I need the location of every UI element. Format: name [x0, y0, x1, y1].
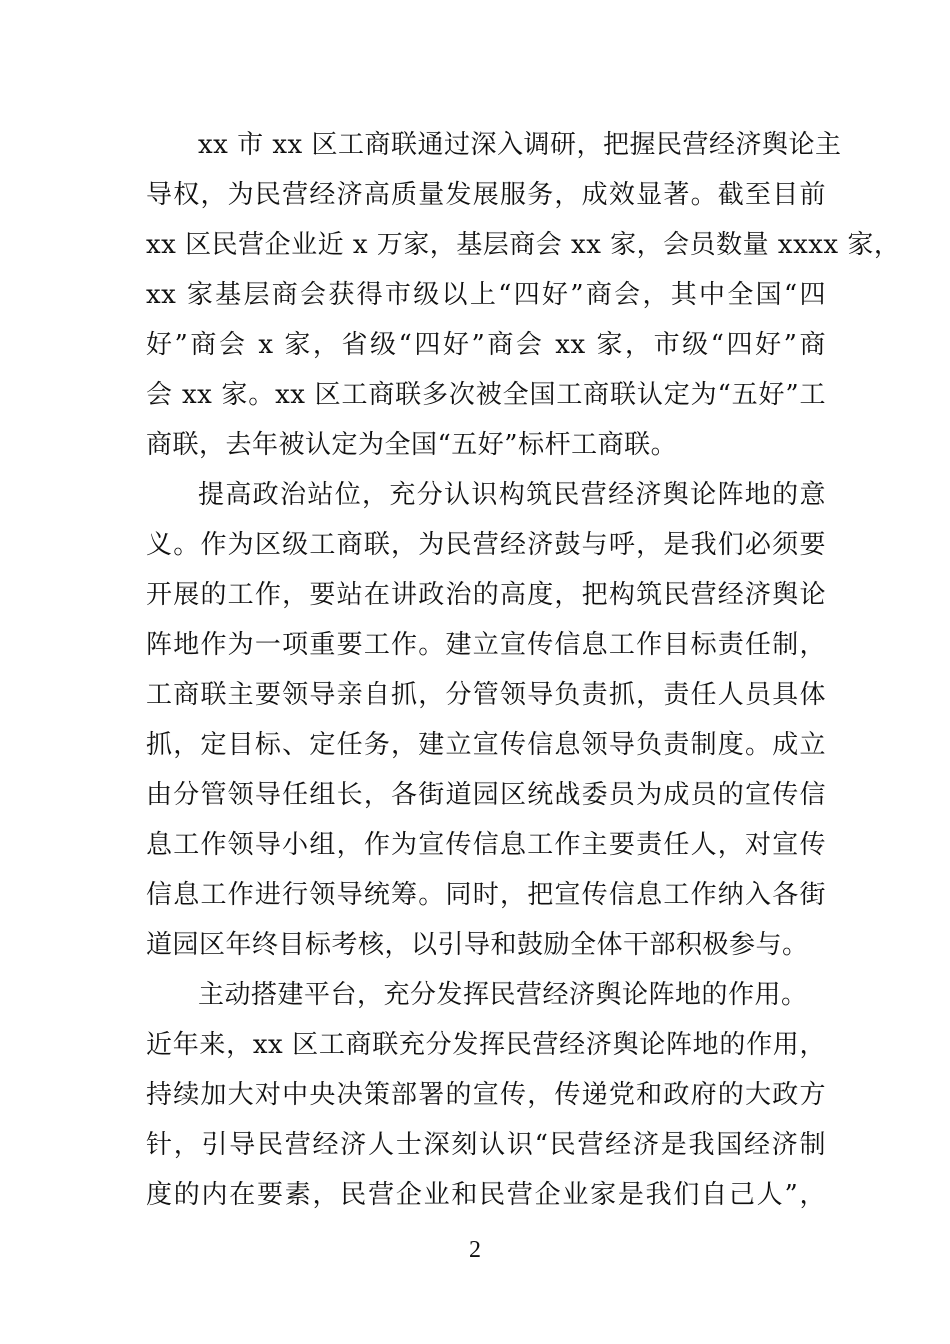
paragraph-line: 会 xx 家。xx 区工商联多次被全国工商联认定为“五好”工 [146, 380, 826, 410]
paragraph-line: 主动搭建平台，充分发挥民营经济舆论阵地的作用。 [198, 980, 808, 1010]
paragraph-line: 义。作为区级工商联，为民营经济鼓与呼，是我们必须要 [146, 530, 826, 560]
paragraph-line: 针，引导民营经济人士深刻认识“民营经济是我国经济制 [146, 1130, 826, 1160]
paragraph-line: 商联，去年被认定为全国“五好”标杆工商联。 [146, 430, 678, 460]
paragraph-line: 息工作领导小组，作为宣传信息工作主要责任人，对宣传 [146, 830, 826, 860]
paragraph-line: 导权，为民营经济高质量发展服务，成效显著。截至目前 [146, 180, 826, 210]
paragraph-line: 好”商会 x 家，省级“四好”商会 xx 家，市级“四好”商 [146, 330, 826, 360]
paragraph-line: 由分管领导任组长，各街道园区统战委员为成员的宣传信 [146, 780, 826, 810]
paragraph-line: 抓，定目标、定任务，建立宣传信息领导负责制度。成立 [146, 730, 826, 760]
paragraph-line: 持续加大对中央决策部署的宣传，传递党和政府的大政方 [146, 1080, 826, 1110]
paragraph-line: 道园区年终目标考核，以引导和鼓励全体干部积极参与。 [146, 930, 809, 960]
paragraph-line: xx 市 xx 区工商联通过深入调研，把握民营经济舆论主 [198, 130, 842, 160]
paragraph-line: 工商联主要领导亲自抓，分管领导负责抓，责任人员具体 [146, 680, 826, 710]
paragraph-line: 阵地作为一项重要工作。建立宣传信息工作目标责任制， [146, 630, 826, 660]
paragraph-line: 信息工作进行领导统筹。同时，把宣传信息工作纳入各街 [146, 880, 826, 910]
page-number: 2 [469, 1237, 481, 1263]
paragraph-line: 提高政治站位，充分认识构筑民营经济舆论阵地的意 [198, 480, 826, 510]
paragraph-line: xx 区民营企业近 x 万家，基层商会 xx 家，会员数量 xxxx 家， [146, 230, 901, 260]
paragraph-line: 度的内在要素，民营企业和民营企业家是我们自己人”， [146, 1180, 826, 1210]
paragraph-line: 开展的工作，要站在讲政治的高度，把构筑民营经济舆论 [146, 580, 826, 610]
paragraph-line: 近年来，xx 区工商联充分发挥民营经济舆论阵地的作用， [146, 1030, 826, 1060]
paragraph-line: xx 家基层商会获得市级以上“四好”商会，其中全国“四 [146, 280, 826, 310]
